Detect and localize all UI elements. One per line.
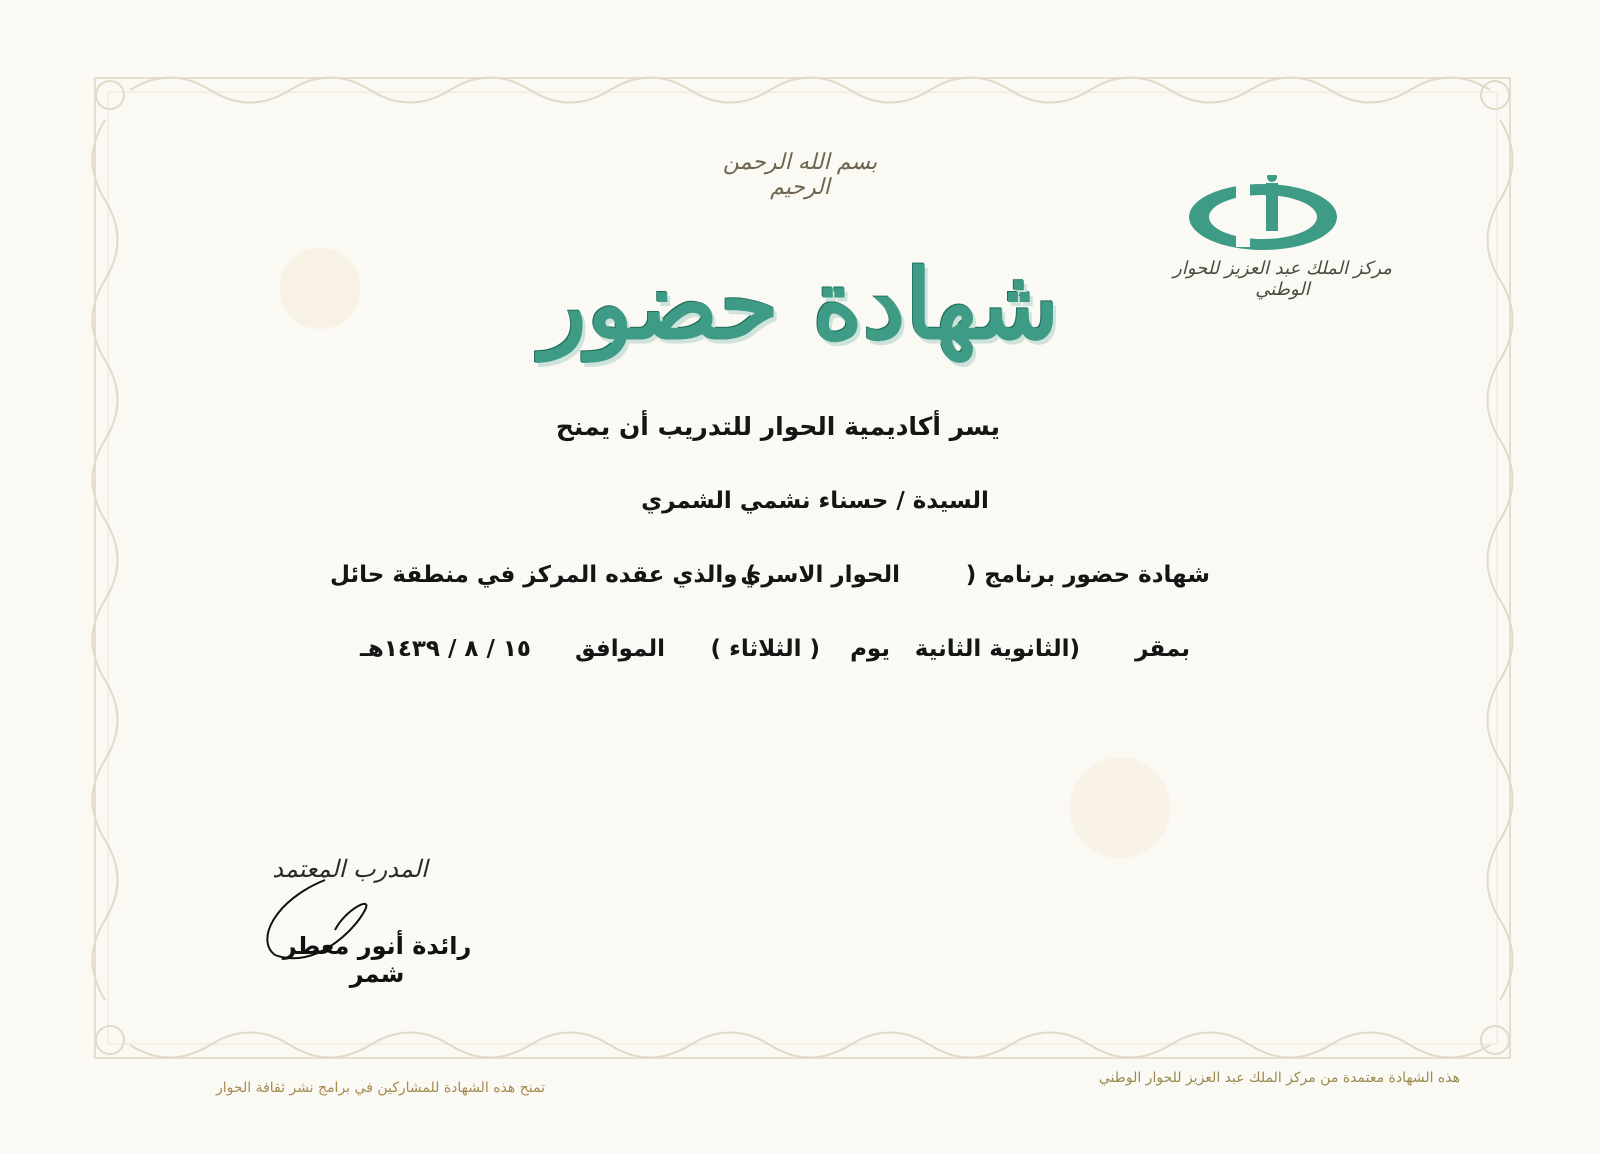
program-suffix: ) والذي عقده المركز في منطقة حائل bbox=[330, 562, 757, 588]
trainer-label: المدرب المعتمد bbox=[272, 855, 428, 883]
footer-participation-note: تمنح هذه الشهادة للمشاركين في برامج نشر ثقافة الحوار bbox=[216, 1080, 545, 1096]
date-prefix: الموافق bbox=[574, 636, 665, 662]
trainer-name: رائدة أنور معطر شمر bbox=[282, 932, 472, 988]
venue-prefix: بمقر bbox=[1135, 636, 1190, 662]
certificate-title: شهادة حضور bbox=[540, 248, 1060, 361]
program-prefix: شهادة حضور برنامج ( bbox=[965, 562, 1210, 588]
intro-text: يسر أكاديمية الحوار للتدريب أن يمنح bbox=[555, 412, 1000, 441]
recipient-name: السيدة / حسناء نشمي الشمري bbox=[641, 488, 989, 514]
program-name: الحوار الاسري bbox=[740, 562, 900, 588]
footer-accreditation-note: هذه الشهادة معتمدة من مركز الملك عبد العزيز للحوار الوطني bbox=[1098, 1070, 1460, 1086]
date-value: ١٥ / ٨ / ١٤٣٩هـ bbox=[360, 636, 531, 662]
venue-name: (الثانوية الثانية bbox=[914, 636, 1080, 662]
day-prefix: يوم bbox=[850, 636, 890, 662]
logo-caption: مركز الملك عبد العزيز للحوار الوطني bbox=[1173, 258, 1392, 300]
basmala-text: بسم الله الرحمن الرحيم bbox=[722, 150, 878, 200]
day-name: ( الثلاثاء ) bbox=[710, 636, 820, 662]
